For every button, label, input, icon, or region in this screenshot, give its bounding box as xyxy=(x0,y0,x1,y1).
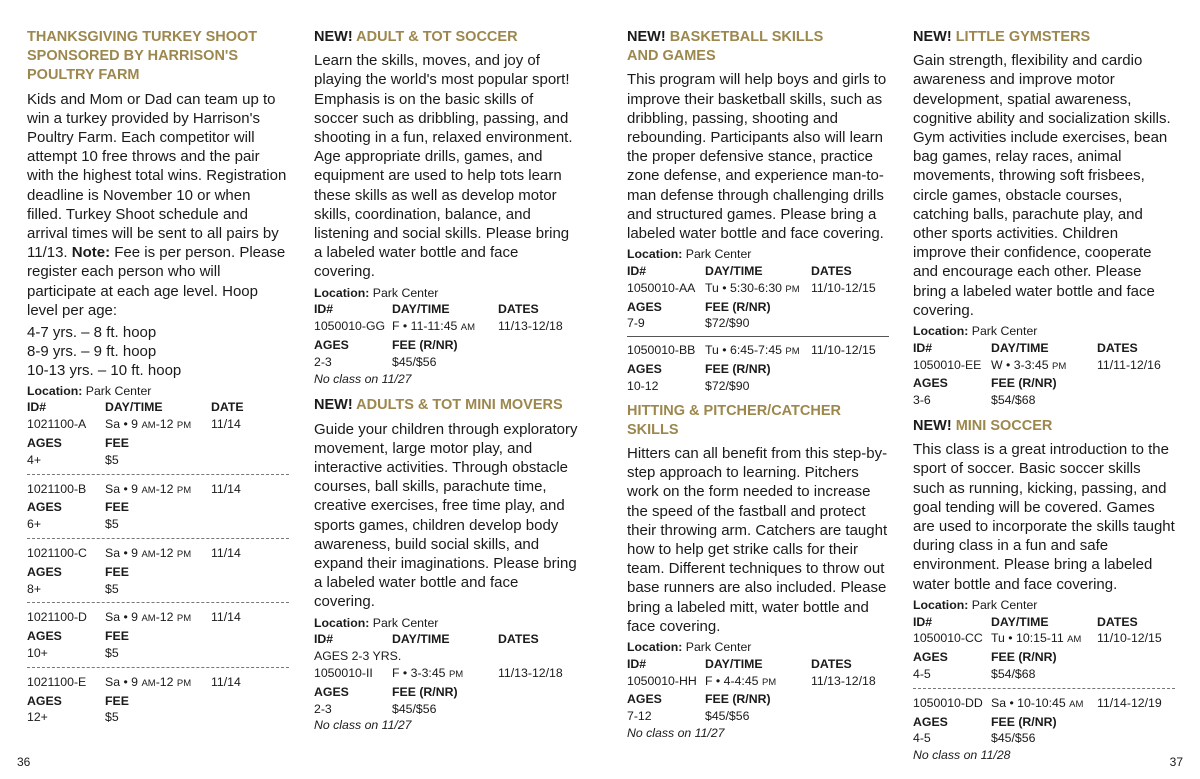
session-row: 1050010-II F • 3-3:45 PM 11/13-12/18 xyxy=(314,665,579,684)
section-description: Guide your children through exploratory movement, large motor play, and interactive activities. Through obstacle courses, ball skills, parachute time, creative exercises, free time play, and sports games, children develop body awareness, build social skills, and expand their imaginations. Please bring a labeled water bottle and face covering. xyxy=(314,420,578,611)
section-title: NEW! ADULT & TOT SOCCER xyxy=(314,29,518,45)
session-row: 1050010-BB Tu • 6:45-7:45 PM 11/10-12/15 xyxy=(627,342,889,361)
session-info: Location: Park Center ID# DAY/TIME DATES 1050010-HH F • 4-4:45 PM 11/13-12/18 AGES FEE (R/NR) 7-12 $45/$56 No class on 11/27 xyxy=(627,639,889,742)
no-class-note: No class on 11/27 xyxy=(314,371,412,386)
session-id: 1050010-CC xyxy=(913,631,983,646)
divider xyxy=(27,474,289,475)
no-class-note: No class on 11/27 xyxy=(314,718,412,733)
session-row: 1021100-D Sa • 9 AM-12 PM 11/14 AGES FEE 10+ $5 xyxy=(27,610,241,661)
session-header: ID# DAY/TIME DATE xyxy=(27,400,244,415)
hoop-level-list xyxy=(27,323,289,381)
session-id: 1021100-A xyxy=(27,417,87,432)
session-row: 1021100-E Sa • 9 AM-12 PM 11/14 AGES FEE 12+ $5 xyxy=(27,674,241,725)
session-row: 1021100-B Sa • 9 AM-12 PM 11/14 AGES FEE 6+ $5 xyxy=(27,481,241,532)
session-row: 1050010-AA Tu • 5:30-6:30 PM 11/10-12/15 xyxy=(627,280,889,299)
page-number: 36 xyxy=(17,755,31,769)
section-title: NEW! BASKETBALL SKILLS AND GAMES xyxy=(627,29,824,65)
session-info: Location: Park Center ID# DAY/TIME DATES AGES 2-3 YRS. 1050010-II F • 3-3:45 PM 11/13-12/18 AGES FEE (R/NR) 2-3 $45/$56 No class on 11/27 xyxy=(314,615,579,735)
section-title: NEW! LITTLE GYMSTERS xyxy=(913,29,1091,45)
section-title: NEW! MINI SOCCER xyxy=(913,418,1053,435)
session-info: Location: Park Center ID# DAY/TIME DATES 1050010-CC Tu • 10:15-11 AM 11/10-12/15 AGES FEE (R/NR) 4-5 $54/$68 1050010-DD Sa • 10-10:45 AM 11/14-12/19 AGES FEE (R/NR) 4-5 $45/$56 No class on 11/28 xyxy=(913,597,1175,764)
session-info: Location: Park Center ID# DAY/TIME DATES 1050010-EE W • 3-3:45 PM 11/11-12/16 AGES FEE (R/NR) 3-6 $54/$68 xyxy=(913,323,1175,409)
session-id: 1021100-B xyxy=(27,481,87,496)
session-row: 1021100-C Sa • 9 AM-12 PM 11/14 AGES FEE 8+ $5 xyxy=(27,546,241,596)
session-info xyxy=(27,383,289,727)
session-row: 1050010-GG F • 11-11:45 AM 11/13-12/18 xyxy=(314,318,579,337)
session-row: 1050010-DD Sa • 10-10:45 AM 11/14-12/19 xyxy=(913,695,1175,714)
divider xyxy=(27,602,289,603)
basketball-hitting-column xyxy=(627,28,889,742)
session-info: Location: Park Center ID# DAY/TIME DATES 1050010-AA Tu • 5:30-6:30 PM 11/10-12/15 AGES FEE (R/NR) 7-9 $72/$90 1050010-BB Tu • 6:45-7:45 PM 11/10-12/15 AGES FEE (R/NR) 10-12 $72/$90 xyxy=(627,246,889,394)
session-id: 1050010-HH xyxy=(627,673,697,688)
section-description: Hitters can all benefit from this step-by-step approach to learning. Pitchers work on the form needed to increase the speed of the fastball and protect their throwing arm. Catchers are taught how to help get strike calls for their team. Different techniques to throw out base runners are also included. Please bring a labeled mitt, water bottle and face covering. xyxy=(627,445,888,635)
location-line: Location: Park Center xyxy=(314,615,439,630)
no-class-note: No class on 11/27 xyxy=(627,726,725,741)
session-id: 1050010-AA xyxy=(627,280,696,295)
section-description: Gain strength, flexibility and cardio awareness and improve motor development, spatial awareness, cognitive ability and socialization skills. Gym activities include exercises, bean bag games, relay races, animal movements, throwing soft frisbees, circle games, obstacle courses, catching balls, parachute play, and other sports activities. Children improve their confidence, cooperate and encourage each other. Please bring a labeled water bottle and face covering. xyxy=(913,52,1171,319)
hoop-level: 4-7 yrs. – 8 ft. hoop xyxy=(27,324,157,342)
session-id: 1050010-EE xyxy=(913,357,982,372)
session-id: 1021100-E xyxy=(27,674,87,689)
hoop-level: 10-13 yrs. – 10 ft. hoop xyxy=(27,362,182,380)
session-info: Location: Park Center ID# DAY/TIME DATES 1050010-GG F • 11-11:45 AM 11/13-12/18 AGES FEE (R/NR) 2-3 $45/$56 No class on 11/27 xyxy=(314,285,579,388)
session-row: 1050010-EE W • 3-3:45 PM 11/11-12/16 xyxy=(913,357,1175,376)
hoop-level: 8-9 yrs. – 9 ft. hoop xyxy=(27,343,157,361)
ages-line: AGES 2-3 YRS. xyxy=(314,649,402,664)
divider xyxy=(27,667,289,668)
session-id: 1050010-II xyxy=(314,666,373,681)
page-number: 37 xyxy=(1169,755,1183,769)
divider xyxy=(913,688,1175,689)
section-description: This class is a great introduction to the sport of soccer. Basic soccer skills such as running, kicking, passing, and goal tending will be covered. Games are used to incorporate the skills taught during class in a fun and safe environment. Please bring a labeled water bottle and face covering. xyxy=(913,441,1175,593)
section-description: Learn the skills, moves, and joy of playing the world's most popular sport! Emphasis is on the basic skills of soccer such as dribbling, passing, and shooting in a fun, relaxed environment. Age appropriate drills, games, and equipment are used to help tots learn these skills as well as develop motor skills, coordination, balance, and listening and social skills. Please bring a labeled water bottle and face covering. xyxy=(314,52,573,281)
location-line: Location: Park Center xyxy=(314,285,439,300)
session-id: 1050010-GG xyxy=(314,319,386,334)
section-description: This program will help boys and girls to improve their basketball skills, such as dribbling, passing, shooting and rebounding. Participants also will learn the proper defensive stance, practice zone defense, and experience man-to-man defense through challenging drills and structured games. Please bring a labeled water bottle and face covering. xyxy=(627,71,887,243)
section-title: NEW! ADULTS & TOT MINI MOVERS xyxy=(314,397,563,414)
location-line: Location: Park Center xyxy=(913,324,1038,339)
session-row: 1050010-CC Tu • 10:15-11 AM 11/10-12/15 xyxy=(913,630,1175,649)
divider xyxy=(627,336,889,337)
session-id: 1021100-D xyxy=(27,610,87,625)
section-title: THANKSGIVING TURKEY SHOOT SPONSORED BY HARRISON'S POULTRY FARM xyxy=(27,29,258,84)
section-description: Kids and Mom or Dad can team up to win a turkey provided by Harrison's Poultry Farm. Each competitor will attempt 10 free throws and the pair with the highest total wins. Registration deadline is November 10 or when filled. Turkey Shoot schedule and arrival times will be sent to all pairs by 11/13. Note: Fee is per person. Please register each person who will participate at each age level. Hoop level per age: xyxy=(27,90,287,319)
location-line: Location: Park Center xyxy=(627,640,752,655)
session-row: 1021100-A Sa • 9 AM-12 PM 11/14 AGES FEE 4+ $5 xyxy=(27,417,241,467)
session-id: 1050010-BB xyxy=(627,343,696,358)
location-line: Location: Park Center xyxy=(27,383,152,398)
section-title: HITTING & PITCHER/CATCHER SKILLS xyxy=(627,402,842,438)
session-id: 1021100-C xyxy=(27,546,87,561)
session-id: 1050010-DD xyxy=(913,695,983,710)
gymsters-mini-soccer-column xyxy=(913,28,1175,764)
turkey-shoot-section xyxy=(27,28,289,726)
divider xyxy=(27,538,289,539)
no-class-note: No class on 11/28 xyxy=(913,748,1011,763)
adult-tot-column xyxy=(314,28,579,734)
right-page xyxy=(600,0,1200,779)
location-line: Location: Park Center xyxy=(913,597,1038,612)
session-row: 1050010-HH F • 4-4:45 PM 11/13-12/18 xyxy=(627,673,889,692)
location-line: Location: Park Center xyxy=(627,247,752,262)
